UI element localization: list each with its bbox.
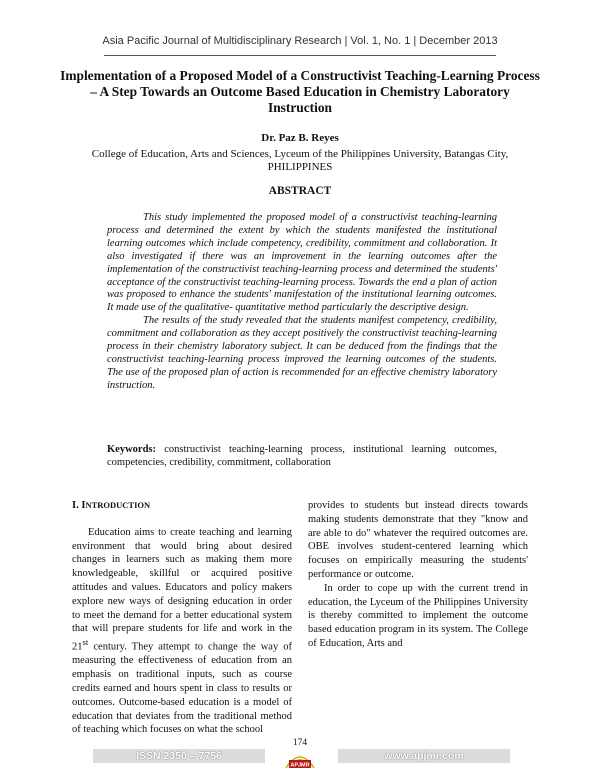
footer-issn: ISSN 2350 – 7756 <box>136 750 222 762</box>
abstract-paragraph: The results of the study revealed that the students manifest competency, credibility, commitment and collaboration as they accept positively the constructivist teaching-learning process in their chemistry laboratory subject. It can be deduced from the findings that the constructivist teaching-learning process improved the learning outcomes of the students. The use of the proposed plan of action is recommended for an effective chemistry laboratory instruction. <box>107 315 497 391</box>
left-column <box>72 499 292 737</box>
abstract-heading: ABSTRACT <box>268 185 332 197</box>
right-column <box>308 499 528 651</box>
running-head: Asia Pacific Journal of Multidisciplinary Research | Vol. 1, No. 1 | December 2013 <box>102 35 498 47</box>
intro-paragraph-continued: provides to students but instead directs towards making students demonstrate that they "know and are able to do" whatever the required outcomes are. OBE involves student-centered learning which focuses on empirically measuring the students' performance or outcome. <box>308 500 528 580</box>
keywords-label: Keywords: <box>107 444 156 455</box>
intro-paragraph-2: In order to cope up with the current trend in education, the Lyceum of the Philippines University is thereby committed to implement the outcome based education program in its system. The College of Education, Arts and <box>308 582 528 649</box>
header-rule <box>104 55 496 56</box>
intro-superscript: st <box>82 637 89 648</box>
intro-text: Education aims to create teaching and learning environment that would bring about desired changes in learners such as making them more knowledgeable, skillful or acquired positive attitudes and values. Educators and policy makers explore new ways of designing education in order to meet the demand for a better educational system that will prepare students for life and work in the 21 <box>72 526 292 653</box>
keywords-text: constructivist teaching-learning process, institutional learning outcomes, competencies, credibility, commitment, collaboration <box>107 444 497 468</box>
intro-paragraph <box>72 526 292 737</box>
abstract-paragraph: This study implemented the proposed model of a constructivist teaching-learning process and determined the extent by which the students manifested the institutional learning outcomes which include competency, credibility, commitment and collaboration. It also investigated if there was an improvement in the learning outcomes after the implementation of the constructivist teaching-learning process and determined the students' acceptance of the constructivist teaching-learning process. Towards the end a plan of action was proposed to enhance the students' manifestation of the institutional learning outcomes. It made use of the qualitative- quantitative method particularly the descriptive design. <box>107 212 497 314</box>
paper-title: Implementation of a Proposed Model of a Constructivist Teaching-Learning Process – A Step Towards an Outcome Based Education in Chemistry Laboratory Instruction <box>60 68 540 115</box>
section-heading-word: NTRODUCTION <box>85 500 151 510</box>
keywords <box>107 443 497 469</box>
author-affiliation: College of Education, Arts and Sciences, Lyceum of the Philippines University, Batangas City, PHILIPPINES <box>91 148 509 173</box>
section-heading-introduction <box>72 499 292 513</box>
page-number: 174 <box>292 738 308 748</box>
intro-text-continued: century. They attempt to change the way of measuring the effectiveness of education from an emphasis on traditional inputs, such as course credits earned and hours spent in class to results or outcomes. Outcome-based education is a model of education that deviates from the traditional method of teaching which focuses on what the school <box>72 641 292 736</box>
author-name: Dr. Paz B. Reyes <box>261 132 339 144</box>
journal-logo-icon <box>283 748 317 772</box>
logo-text: APJMR <box>290 762 310 769</box>
abstract-body <box>107 212 497 393</box>
section-heading-number: I. I <box>72 500 86 511</box>
footer-url[interactable]: www.apjmr.com <box>384 750 464 762</box>
